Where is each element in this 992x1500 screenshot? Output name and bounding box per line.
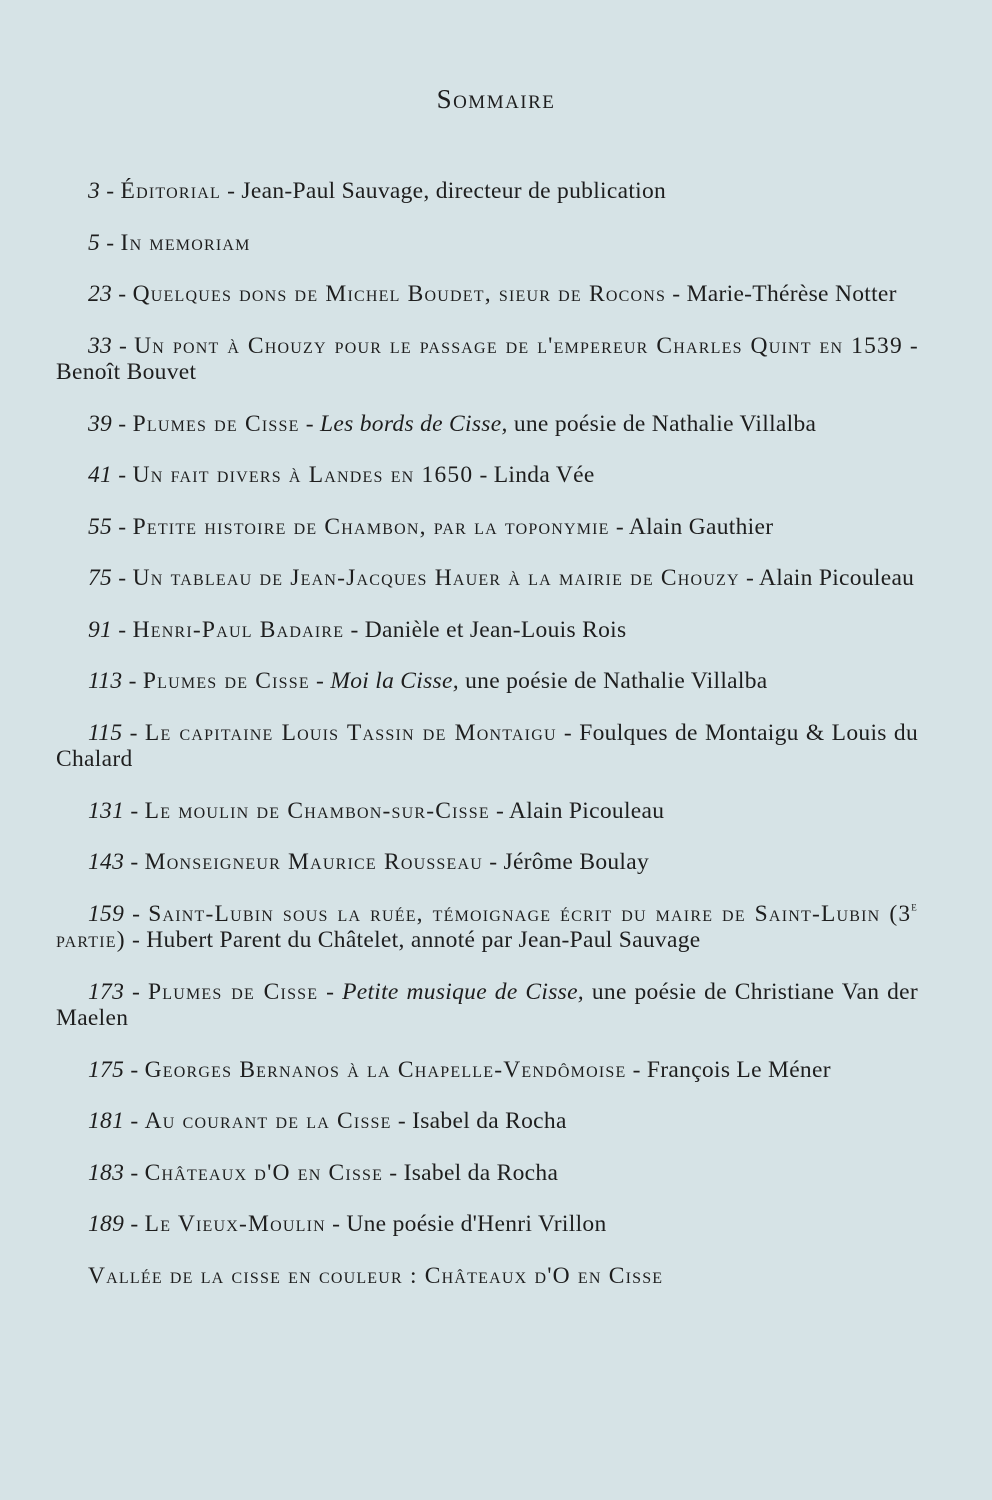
- entry-page-number: 75: [88, 565, 113, 591]
- entry-page-number: 189: [88, 1211, 125, 1237]
- entry-author: - Danièle et Jean-Louis Rois: [344, 616, 627, 643]
- entry-title: Châteaux d'O en Cisse: [144, 1159, 384, 1186]
- toc-entry: 3 - Éditorial - Jean-Paul Sauvage, directeur de publication: [88, 178, 667, 204]
- entry-page-number: 143: [88, 849, 125, 875]
- entry-page-number: 3: [88, 178, 101, 204]
- entry-page-number: 159: [88, 900, 125, 927]
- entry-work-title: Les bords de Cisse,: [320, 410, 508, 437]
- entry-author: - Une poésie d'Henri Vrillon: [325, 1211, 607, 1237]
- entry-title: Le moulin de Chambon-sur-Cisse: [144, 797, 490, 824]
- entry-title: Un tableau de Jean-Jacques Hauer à la mairie de Chouzy: [132, 565, 740, 591]
- toc-entry: 91 - Henri-Paul Badaire - Danièle et Jean-Louis Rois: [88, 616, 627, 643]
- entry-work-title: Petite musique de Cisse,: [342, 978, 584, 1005]
- toc-entry: 55 - Petite histoire de Chambon, par la toponymie - Alain Gauthier: [88, 513, 774, 540]
- entry-title-text-end: partie): [56, 927, 126, 953]
- entry-title: Le capitaine Louis Tassin de Montaigu: [144, 719, 557, 746]
- entry-author: une poésie de Christiane Van der Maelen: [56, 978, 918, 1031]
- entry-title: Plumes de Cisse: [147, 978, 319, 1005]
- entry-title: Un fait divers à Landes en 1650: [132, 462, 474, 488]
- entry-page-number: 113: [88, 668, 123, 694]
- entry-title: Un pont à Chouzy pour le passage de l'empereur Charles Quint en 1539: [134, 332, 903, 359]
- toc-entry: 33 - Un pont à Chouzy pour le passage de l'empereur Charles Quint en 1539 - Benoît Bouvet: [56, 332, 918, 385]
- entry-author: - Jean-Paul Sauvage, directeur de publication: [220, 178, 667, 204]
- entry-page-number: 131: [88, 797, 125, 824]
- entry-work-title: Moi la Cisse,: [330, 668, 459, 694]
- entry-page-number: 181: [88, 1108, 125, 1134]
- entry-page-number: 115: [88, 719, 123, 746]
- entry-page-number: 23: [88, 281, 113, 307]
- entry-title-text: Saint-Lubin sous la ruée, témoignage écrit du maire de Saint-Lubin (3: [148, 900, 912, 927]
- entry-page-number: 33: [88, 332, 113, 359]
- toc-entry: 5 - In memoriam: [88, 229, 251, 256]
- entry-author: - Hubert Parent du Châtelet, annoté par Jean-Paul Sauvage: [125, 927, 701, 953]
- entry-author: - Alain Gauthier: [609, 513, 774, 540]
- entry-title: In memoriam: [120, 229, 251, 256]
- entry-title: Plumes de Cisse: [142, 668, 310, 694]
- entry-author: - François Le Méner: [626, 1056, 831, 1083]
- entry-page-number: 173: [88, 978, 125, 1005]
- toc-entry: 159 - Saint-Lubin sous la ruée, témoignage écrit du maire de Saint-Lubin (3e partie) - Hubert Parent du Châtelet, annoté par Jean-Paul Sauvage: [56, 898, 918, 953]
- toc-entry: 131 - Le moulin de Chambon-sur-Cisse - Alain Picouleau: [88, 797, 665, 824]
- entry-author: - Alain Picouleau: [489, 797, 665, 824]
- toc-entry: 175 - Georges Bernanos à la Chapelle-Vendômoise - François Le Méner: [88, 1056, 831, 1083]
- entry-title: Plumes de Cisse: [132, 410, 300, 437]
- page-title: Sommaire: [436, 84, 556, 114]
- entry-title: Éditorial: [120, 178, 221, 204]
- toc-entry: 113 - Plumes de Cisse - Moi la Cisse, une poésie de Nathalie Villalba: [88, 668, 768, 694]
- entry-author: - Isabel da Rocha: [391, 1108, 567, 1134]
- entry-author: - Foulques de Montaigu & Louis du Chalard: [56, 719, 919, 772]
- entry-author: une poésie de Nathalie Villalba: [507, 410, 817, 437]
- entry-author: - Jérôme Boulay: [483, 849, 650, 875]
- entry-author: - Marie-Thérèse Notter: [666, 281, 897, 307]
- entry-page-number: 183: [88, 1159, 125, 1186]
- entry-title: Georges Bernanos à la Chapelle-Vendômoise: [144, 1056, 627, 1083]
- entry-page-number: 175: [88, 1056, 125, 1083]
- toc-entry: 183 - Châteaux d'O en Cisse - Isabel da Rocha: [88, 1159, 559, 1186]
- toc-entry: 173 - Plumes de Cisse - Petite musique de Cisse, une poésie de Christiane Van der Maelen: [56, 978, 918, 1031]
- entry-title: Le Vieux-Moulin: [144, 1211, 326, 1237]
- entry-title: Au courant de la Cisse: [144, 1108, 392, 1134]
- entry-page-number: 39: [88, 410, 113, 437]
- closing-entry: [56, 1263, 918, 1290]
- entry-title: Monseigneur Maurice Rousseau: [144, 849, 484, 875]
- toc-entry: 115 - Le capitaine Louis Tassin de Montaigu - Foulques de Montaigu & Louis du Chalard: [56, 719, 919, 772]
- entry-author: - Linda Vée: [473, 462, 595, 488]
- toc-entry: 181 - Au courant de la Cisse - Isabel da Rocha: [88, 1108, 567, 1134]
- entry-author: - Alain Picouleau: [739, 565, 915, 591]
- table-of-contents: [56, 178, 918, 1314]
- entry-page-number: 41: [88, 462, 113, 488]
- entry-author: - Benoît Bouvet: [56, 332, 918, 385]
- entry-author: une poésie de Nathalie Villalba: [458, 668, 768, 694]
- closing-text: Vallée de la cisse en couleur : Châteaux d'O en Cisse: [88, 1262, 664, 1289]
- entry-title: Petite histoire de Chambon, par la toponymie: [132, 513, 610, 540]
- entry-page-number: 55: [88, 513, 113, 540]
- toc-entry: 23 - Quelques dons de Michel Boudet, sieur de Rocons - Marie-Thérèse Notter: [88, 281, 897, 307]
- toc-entry: 39 - Plumes de Cisse - Les bords de Cisse, une poésie de Nathalie Villalba: [88, 410, 817, 437]
- toc-entry: 189 - Le Vieux-Moulin - Une poésie d'Henri Vrillon: [88, 1211, 607, 1237]
- entry-page-number: 91: [88, 616, 113, 643]
- toc-entry: 75 - Un tableau de Jean-Jacques Hauer à la mairie de Chouzy - Alain Picouleau: [88, 565, 915, 591]
- entry-title: Quelques dons de Michel Boudet, sieur de Rocons: [132, 281, 667, 307]
- toc-entry: 41 - Un fait divers à Landes en 1650 - Linda Vée: [88, 462, 595, 488]
- entry-title-superscript: e: [911, 898, 918, 914]
- entry-author: - Isabel da Rocha: [383, 1159, 559, 1186]
- toc-entry: 143 - Monseigneur Maurice Rousseau - Jérôme Boulay: [88, 849, 650, 875]
- entry-page-number: 5: [88, 229, 101, 256]
- entry-title: Henri-Paul Badaire: [132, 616, 345, 643]
